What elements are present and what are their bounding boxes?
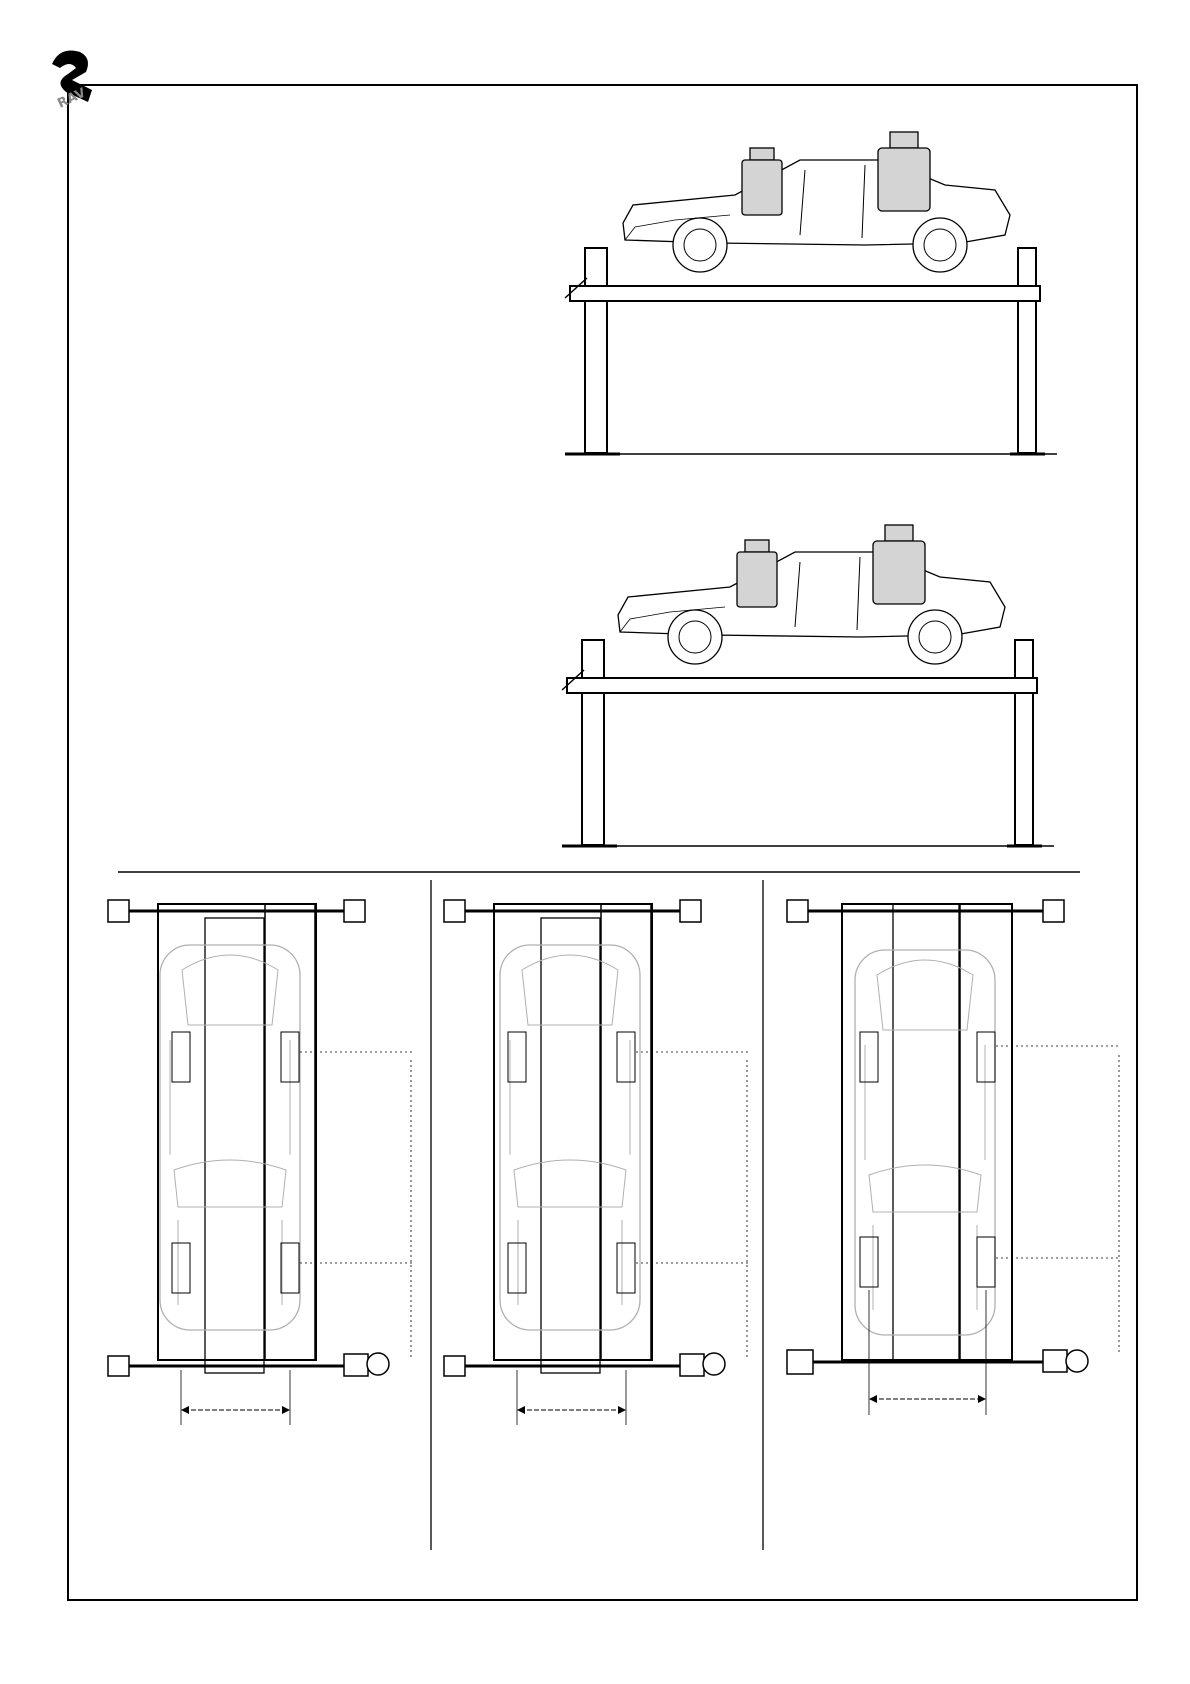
side-view-bottom bbox=[562, 525, 1054, 846]
car-side-top bbox=[623, 160, 1010, 272]
weight-front-top bbox=[742, 148, 782, 215]
rav-logo bbox=[52, 51, 92, 112]
car-side-bottom bbox=[618, 552, 1005, 664]
top-view-left bbox=[108, 900, 412, 1425]
top-view-middle bbox=[444, 900, 748, 1425]
logo-text: RAV bbox=[55, 85, 89, 112]
weight-front-bottom bbox=[737, 540, 777, 607]
lift-side-top bbox=[565, 248, 1057, 454]
side-view-top bbox=[565, 132, 1057, 454]
weight-rear-bottom bbox=[873, 525, 925, 604]
weight-rear-top bbox=[878, 132, 930, 211]
lift-side-bottom bbox=[562, 640, 1054, 846]
top-view-right bbox=[787, 900, 1120, 1415]
